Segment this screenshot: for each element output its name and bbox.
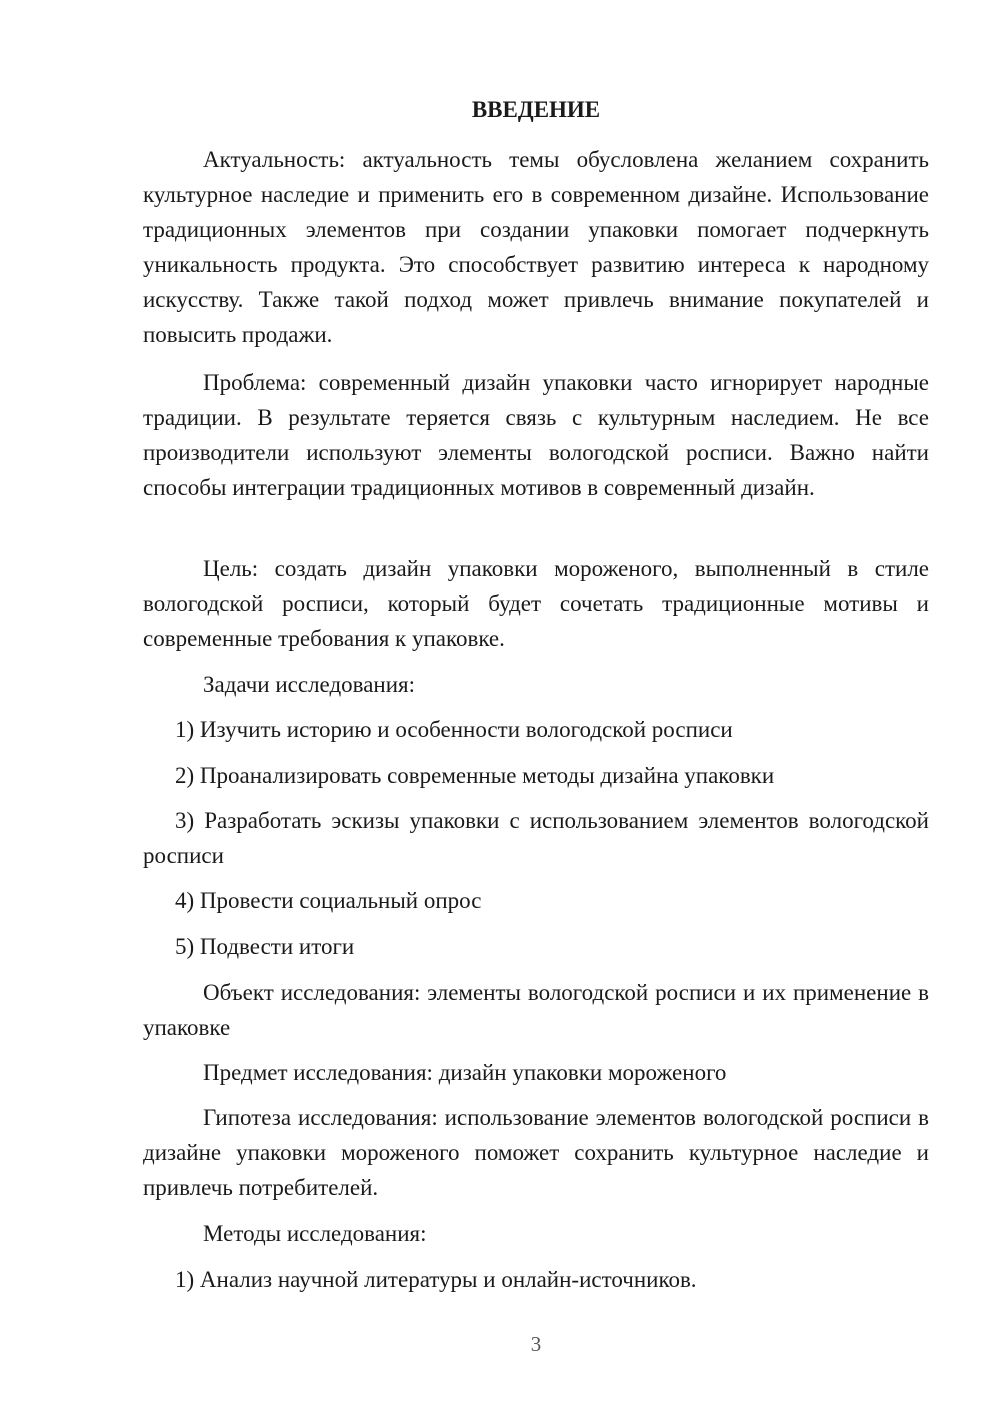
page-title: ВВЕДЕНИЕ (471, 97, 601, 122)
task-item-2: 2) Проанализировать современные методы дизайна упаковки (175, 763, 775, 788)
task-item-3: 3) Разработать эскизы упаковки с использованием элементов вологодской росписи (143, 808, 929, 868)
goal-paragraph: Цель: создать дизайн упаковки мороженого, выполненный в стиле вологодской росписи, который будет сочетать традиционные мотивы и современные требования к упаковке. (143, 556, 929, 651)
hypothesis-paragraph: Гипотеза исследования: использование элементов вологодской росписи в дизайне упаковки мороженого поможет сохранить культурное наследие и привлечь потребителей. (143, 1105, 929, 1200)
tasks-heading: Задачи исследования: (203, 672, 416, 697)
object-paragraph: Объект исследования: элементы вологодской росписи и их применение в упаковке (143, 980, 929, 1040)
page-number: 3 (530, 1332, 542, 1356)
methods-heading: Методы исследования: (203, 1221, 427, 1246)
relevance-paragraph: Актуальность: актуальность темы обусловлена желанием сохранить культурное наследие и применить его в современном дизайне. Использование традиционных элементов при создании упаковки помогает подчеркнуть уникальность продукта. Это способствует развитию интереса к народному искусству. Также такой подход может привлечь внимание покупателей и повысить продажи. (143, 147, 929, 347)
task-item-4: 4) Провести социальный опрос (175, 888, 482, 913)
subject-paragraph: Предмет исследования: дизайн упаковки мороженого (203, 1060, 727, 1085)
task-item-5: 5) Подвести итоги (175, 934, 355, 959)
problem-paragraph: Проблема: современный дизайн упаковки часто игнорирует народные традиции. В результате теряется связь с культурным наследием. Не все производители используют элементы вологодской росписи. Важно найти способы интеграции традиционных мотивов в современный дизайн. (143, 370, 929, 500)
task-item-1: 1) Изучить историю и особенности вологодской росписи (175, 717, 733, 742)
method-item-1: 1) Анализ научной литературы и онлайн-источников. (175, 1267, 697, 1292)
